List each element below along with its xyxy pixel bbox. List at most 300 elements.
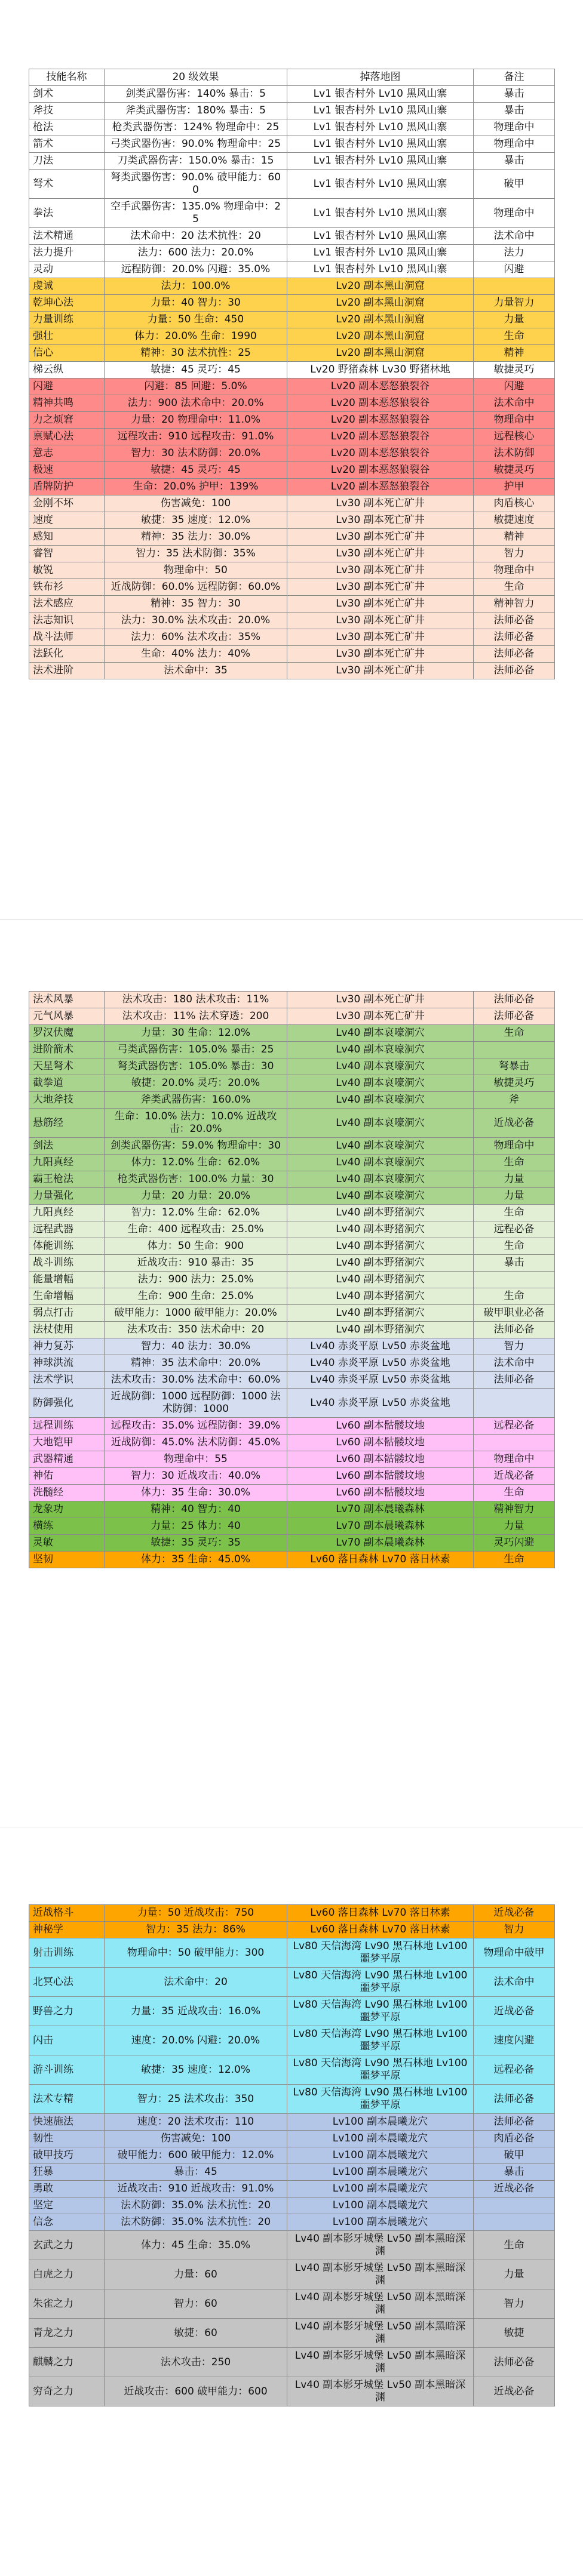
- skill-name-cell: 斧技: [29, 103, 105, 119]
- effect-cell: 敏捷：35 速度：12.0%: [105, 2055, 287, 2085]
- drop-map-cell: Lv30 副本死亡矿井: [287, 562, 474, 579]
- drop-map-cell: Lv1 银杏村外 Lv10 黑风山寨: [287, 170, 474, 199]
- effect-cell: 敏捷：35 灵巧：35: [105, 1535, 287, 1552]
- note-cell: 法术防御: [474, 445, 555, 462]
- drop-map-cell: Lv40 赤炎平原 Lv50 赤炎盆地: [287, 1372, 474, 1389]
- effect-cell: 空手武器伤害：135.0% 物理命中：25: [105, 199, 287, 228]
- effect-cell: 敏捷：20.0% 灵巧：20.0%: [105, 1075, 287, 1092]
- drop-map-cell: Lv100 副本晨曦龙穴: [287, 2181, 474, 2198]
- effect-cell: 力量：60: [105, 2260, 287, 2289]
- note-cell: 暴击: [474, 2164, 555, 2181]
- skill-table-body-1: [29, 86, 555, 679]
- skill-name-cell: 铁布衫: [29, 579, 105, 596]
- skill-name-cell: 远程训练: [29, 1418, 105, 1435]
- table-row: [29, 479, 555, 495]
- note-cell: 远程必备: [474, 1418, 555, 1435]
- skill-name-cell: 禀赋心法: [29, 429, 105, 445]
- note-cell: 物理命中: [474, 199, 555, 228]
- skill-name-cell: 灵敏: [29, 1535, 105, 1552]
- note-cell: 法师必备: [474, 1322, 555, 1338]
- skill-name-cell: 法术进阶: [29, 663, 105, 679]
- skill-name-cell: 战斗训练: [29, 1255, 105, 1272]
- table-row: [29, 1171, 555, 1188]
- drop-map-cell: Lv40 副本影牙城堡 Lv50 副本黑暗深渊: [287, 2231, 474, 2260]
- note-cell: 物理命中: [474, 1451, 555, 1468]
- drop-map-cell: Lv40 副本哀嚎洞穴: [287, 1155, 474, 1171]
- effect-cell: 法术命中：20 法术抗性：20: [105, 228, 287, 245]
- skill-name-cell: 大地斧技: [29, 1092, 105, 1109]
- effect-cell: 生命：20.0% 护甲：139%: [105, 479, 287, 495]
- table-row: [29, 2181, 555, 2198]
- effect-cell: 生命：900 生命：25.0%: [105, 1288, 287, 1305]
- drop-map-cell: Lv60 落日森林 Lv70 落日林素: [287, 1905, 474, 1922]
- table-row: [29, 86, 555, 103]
- note-cell: 物理命中: [474, 136, 555, 153]
- note-cell: 敏捷灵巧: [474, 1075, 555, 1092]
- effect-cell: 弓类武器伤害：105.0% 暴击：25: [105, 1042, 287, 1058]
- skill-name-cell: 天星弩术: [29, 1058, 105, 1075]
- drop-map-cell: Lv30 副本死亡矿井: [287, 663, 474, 679]
- skill-name-cell: 力量训练: [29, 312, 105, 328]
- note-cell: 敏捷灵巧: [474, 362, 555, 378]
- skill-name-cell: 灵动: [29, 261, 105, 278]
- note-cell: 生命: [474, 1485, 555, 1501]
- effect-cell: 暴击：45: [105, 2164, 287, 2181]
- effect-cell: 敏捷：45 灵巧：45: [105, 362, 287, 378]
- skill-name-cell: 元气风暴: [29, 1008, 105, 1025]
- skill-name-cell: 剑法: [29, 1138, 105, 1155]
- drop-map-cell: Lv100 副本晨曦龙穴: [287, 2114, 474, 2131]
- skill-table-section-3: [29, 1904, 554, 2406]
- skill-name-cell: 速度: [29, 512, 105, 529]
- drop-map-cell: Lv30 副本死亡矿井: [287, 646, 474, 663]
- effect-cell: 精神：35 智力：30: [105, 596, 287, 613]
- effect-cell: 远程防御：20.0% 闪避：35.0%: [105, 261, 287, 278]
- skill-name-cell: 箭术: [29, 136, 105, 153]
- table-row: [29, 261, 555, 278]
- table-row: [29, 1322, 555, 1338]
- note-cell: 生命: [474, 1155, 555, 1171]
- header-drop-map: 掉落地图: [287, 69, 474, 86]
- skill-name-cell: 射击训练: [29, 1938, 105, 1968]
- effect-cell: 智力：60: [105, 2289, 287, 2319]
- skill-name-cell: 大地铠甲: [29, 1435, 105, 1451]
- drop-map-cell: Lv30 副本死亡矿井: [287, 529, 474, 546]
- note-cell: 生命: [474, 1025, 555, 1042]
- skill-name-cell: 玄武之力: [29, 2231, 105, 2260]
- table-row: [29, 562, 555, 579]
- table-row: [29, 495, 555, 512]
- note-cell: 生命: [474, 1552, 555, 1568]
- skill-table-body-3: [29, 1905, 555, 2406]
- note-cell: 肉盾必备: [474, 2131, 555, 2147]
- effect-cell: 物理命中：50: [105, 562, 287, 579]
- effect-cell: 精神：40 智力：40: [105, 1501, 287, 1518]
- drop-map-cell: Lv30 副本死亡矿井: [287, 495, 474, 512]
- skill-name-cell: 体能训练: [29, 1238, 105, 1255]
- note-cell: 近战必备: [474, 2181, 555, 2198]
- skill-name-cell: 弩术: [29, 170, 105, 199]
- drop-map-cell: Lv70 副本晨曦森林: [287, 1501, 474, 1518]
- skill-name-cell: 悬筋经: [29, 1109, 105, 1138]
- table-row: [29, 2026, 555, 2055]
- drop-map-cell: Lv1 银杏村外 Lv10 黑风山寨: [287, 136, 474, 153]
- effect-cell: 智力：40 法力：30.0%: [105, 1338, 287, 1355]
- table-row: [29, 529, 555, 546]
- table-row: [29, 1922, 555, 1938]
- effect-cell: 生命：400 远程攻击：25.0%: [105, 1221, 287, 1238]
- table-row: [29, 412, 555, 429]
- drop-map-cell: Lv40 副本影牙城堡 Lv50 副本黑暗深渊: [287, 2289, 474, 2319]
- note-cell: 生命: [474, 328, 555, 345]
- note-cell: 斧: [474, 1092, 555, 1109]
- effect-cell: 法术攻击：30.0% 法术命中：60.0%: [105, 1372, 287, 1389]
- effect-cell: 法术攻击：11% 法术穿透：200: [105, 1008, 287, 1025]
- effect-cell: 力量：50 近战攻击：750: [105, 1905, 287, 1922]
- note-cell: 精神智力: [474, 1501, 555, 1518]
- table-row: [29, 429, 555, 445]
- note-cell: 灵巧闪避: [474, 1535, 555, 1552]
- effect-cell: 智力：12.0% 生命：62.0%: [105, 1205, 287, 1221]
- table-row: [29, 2289, 555, 2319]
- note-cell: 法力: [474, 245, 555, 261]
- drop-map-cell: Lv40 副本哀嚎洞穴: [287, 1058, 474, 1075]
- note-cell: 物理命中: [474, 1138, 555, 1155]
- note-cell: 物理命中破甲: [474, 1938, 555, 1968]
- table-row: [29, 579, 555, 596]
- note-cell: 精神: [474, 529, 555, 546]
- header-level20-effect: 20 级效果: [105, 69, 287, 86]
- note-cell: 暴击: [474, 103, 555, 119]
- effect-cell: 速度：20 法术攻击：110: [105, 2114, 287, 2131]
- note-cell: 远程核心: [474, 429, 555, 445]
- effect-cell: 精神：30 法术抗性：25: [105, 345, 287, 362]
- table-row: [29, 546, 555, 562]
- drop-map-cell: Lv40 副本哀嚎洞穴: [287, 1025, 474, 1042]
- table-row: [29, 295, 555, 312]
- drop-map-cell: Lv40 副本影牙城堡 Lv50 副本黑暗深渊: [287, 2260, 474, 2289]
- table-row: [29, 378, 555, 395]
- drop-map-cell: Lv20 副本恶怒狼裂谷: [287, 479, 474, 495]
- note-cell: 弩暴击: [474, 1058, 555, 1075]
- effect-cell: 斧类武器伤害：160.0%: [105, 1092, 287, 1109]
- drop-map-cell: Lv40 副本野猪洞穴: [287, 1305, 474, 1322]
- drop-map-cell: Lv40 副本野猪洞穴: [287, 1322, 474, 1338]
- table-row: [29, 2085, 555, 2114]
- table-row: [29, 596, 555, 613]
- note-cell: 精神智力: [474, 596, 555, 613]
- skill-name-cell: 法术感应: [29, 596, 105, 613]
- table-row: [29, 992, 555, 1008]
- table-row: [29, 2319, 555, 2348]
- drop-map-cell: Lv20 副本黑山洞窟: [287, 345, 474, 362]
- table-row: [29, 1155, 555, 1171]
- drop-map-cell: Lv60 落日森林 Lv70 落日林素: [287, 1922, 474, 1938]
- note-cell: 肉盾核心: [474, 495, 555, 512]
- effect-cell: 体力：35 生命：45.0%: [105, 1552, 287, 1568]
- effect-cell: 物理命中：55: [105, 1451, 287, 1468]
- table-row: [29, 1501, 555, 1518]
- drop-map-cell: Lv40 副本野猪洞穴: [287, 1221, 474, 1238]
- drop-map-cell: Lv30 副本死亡矿井: [287, 512, 474, 529]
- note-cell: 生命: [474, 579, 555, 596]
- effect-cell: 远程攻击：35.0% 远程防御：39.0%: [105, 1418, 287, 1435]
- note-cell: 敏捷灵巧: [474, 462, 555, 479]
- note-cell: [474, 1272, 555, 1288]
- effect-cell: 法术命中：35: [105, 663, 287, 679]
- drop-map-cell: Lv80 天信海湾 Lv90 黑石林地 Lv100 噩梦平原: [287, 1938, 474, 1968]
- note-cell: 破甲: [474, 170, 555, 199]
- note-cell: [474, 2214, 555, 2231]
- skill-name-cell: 九阳真经: [29, 1155, 105, 1171]
- drop-map-cell: Lv100 副本晨曦龙穴: [287, 2214, 474, 2231]
- table-row: [29, 2114, 555, 2131]
- note-cell: [474, 278, 555, 295]
- skill-name-cell: 力之烦窘: [29, 412, 105, 429]
- drop-map-cell: Lv40 副本野猪洞穴: [287, 1255, 474, 1272]
- effect-cell: 智力：35 法术防御：35%: [105, 546, 287, 562]
- table-row: [29, 136, 555, 153]
- drop-map-cell: Lv40 副本哀嚎洞穴: [287, 1109, 474, 1138]
- drop-map-cell: Lv40 副本野猪洞穴: [287, 1238, 474, 1255]
- table-row: [29, 1435, 555, 1451]
- drop-map-cell: Lv1 银杏村外 Lv10 黑风山寨: [287, 261, 474, 278]
- note-cell: 法师必备: [474, 613, 555, 629]
- drop-map-cell: Lv80 天信海湾 Lv90 黑石林地 Lv100 噩梦平原: [287, 1997, 474, 2026]
- note-cell: 力量: [474, 1518, 555, 1535]
- skill-name-cell: 信念: [29, 2214, 105, 2231]
- effect-cell: 近战攻击：600 破甲能力：600: [105, 2377, 287, 2406]
- effect-cell: 枪类武器伤害：100.0% 力量：30: [105, 1171, 287, 1188]
- table-row: [29, 1238, 555, 1255]
- skill-name-cell: 神佑: [29, 1468, 105, 1485]
- table-row: [29, 1075, 555, 1092]
- drop-map-cell: Lv30 副本死亡矿井: [287, 546, 474, 562]
- note-cell: 法师必备: [474, 2348, 555, 2377]
- table-row: [29, 2231, 555, 2260]
- drop-map-cell: Lv1 银杏村外 Lv10 黑风山寨: [287, 153, 474, 170]
- skill-name-cell: 法跃化: [29, 646, 105, 663]
- skill-name-cell: 金刚不坏: [29, 495, 105, 512]
- skill-name-cell: 龙象功: [29, 1501, 105, 1518]
- note-cell: 法师必备: [474, 1008, 555, 1025]
- skill-name-cell: 闪避: [29, 378, 105, 395]
- skill-name-cell: 破甲技巧: [29, 2147, 105, 2164]
- table-row: [29, 362, 555, 378]
- note-cell: 闪避: [474, 261, 555, 278]
- table-row: [29, 170, 555, 199]
- skill-name-cell: 法杖使用: [29, 1322, 105, 1338]
- drop-map-cell: Lv40 副本野猪洞穴: [287, 1288, 474, 1305]
- table-row: [29, 1552, 555, 1568]
- drop-map-cell: Lv30 副本死亡矿井: [287, 579, 474, 596]
- table-row: [29, 1058, 555, 1075]
- skill-name-cell: 拳法: [29, 199, 105, 228]
- effect-cell: 刀类武器伤害：150.0% 暴击：15: [105, 153, 287, 170]
- table-row: [29, 2348, 555, 2377]
- effect-cell: 法力：900 法力：25.0%: [105, 1272, 287, 1288]
- effect-cell: 敏捷：60: [105, 2319, 287, 2348]
- effect-cell: 法力：900 法术命中：20.0%: [105, 395, 287, 412]
- effect-cell: 枪类武器伤害：124% 物理命中：25: [105, 119, 287, 136]
- effect-cell: 智力：35 法力：86%: [105, 1922, 287, 1938]
- table-row: [29, 512, 555, 529]
- drop-map-cell: Lv20 副本恶怒狼裂谷: [287, 462, 474, 479]
- effect-cell: 近战攻击：910 暴击：35: [105, 1255, 287, 1272]
- note-cell: [474, 1042, 555, 1058]
- note-cell: 法师必备: [474, 646, 555, 663]
- table-row: [29, 462, 555, 479]
- note-cell: 智力: [474, 546, 555, 562]
- drop-map-cell: Lv80 天信海湾 Lv90 黑石林地 Lv100 噩梦平原: [287, 2085, 474, 2114]
- drop-map-cell: Lv100 副本晨曦龙穴: [287, 2198, 474, 2214]
- note-cell: 远程必备: [474, 1221, 555, 1238]
- skill-name-cell: 白虎之力: [29, 2260, 105, 2289]
- effect-cell: 伤害减免：100: [105, 2131, 287, 2147]
- effect-cell: 伤害减免：100: [105, 495, 287, 512]
- drop-map-cell: Lv80 天信海湾 Lv90 黑石林地 Lv100 噩梦平原: [287, 2055, 474, 2085]
- effect-cell: 敏捷：45 灵巧：45: [105, 462, 287, 479]
- drop-map-cell: Lv30 副本死亡矿井: [287, 613, 474, 629]
- effect-cell: 力量：25 体力：40: [105, 1518, 287, 1535]
- skill-name-cell: 极速: [29, 462, 105, 479]
- drop-map-cell: Lv60 副本骷髅坟地: [287, 1485, 474, 1501]
- skill-name-cell: 闪击: [29, 2026, 105, 2055]
- table-row: [29, 1205, 555, 1221]
- drop-map-cell: Lv20 副本黑山洞窟: [287, 312, 474, 328]
- table-header-row: [29, 69, 555, 86]
- note-cell: 近战必备: [474, 1997, 555, 2026]
- table-row: [29, 228, 555, 245]
- drop-map-cell: Lv1 银杏村外 Lv10 黑风山寨: [287, 86, 474, 103]
- drop-map-cell: Lv40 副本哀嚎洞穴: [287, 1171, 474, 1188]
- table-row: [29, 1188, 555, 1205]
- effect-cell: 破甲能力：600 破甲能力：12.0%: [105, 2147, 287, 2164]
- drop-map-cell: Lv20 副本黑山洞窟: [287, 295, 474, 312]
- drop-map-cell: Lv40 赤炎平原 Lv50 赤炎盆地: [287, 1338, 474, 1355]
- skill-name-cell: 九阳真经: [29, 1205, 105, 1221]
- skill-name-cell: 生命增幅: [29, 1288, 105, 1305]
- skill-name-cell: 战斗法师: [29, 629, 105, 646]
- effect-cell: 体力：50 生命：900: [105, 1238, 287, 1255]
- note-cell: 暴击: [474, 153, 555, 170]
- table-row: [29, 2198, 555, 2214]
- effect-cell: 力量：30 生命：12.0%: [105, 1025, 287, 1042]
- table-row: [29, 1025, 555, 1042]
- table-row: [29, 1288, 555, 1305]
- drop-map-cell: Lv70 副本晨曦森林: [287, 1518, 474, 1535]
- effect-cell: 弩类武器伤害：90.0% 破甲能力：600: [105, 170, 287, 199]
- skill-name-cell: 坚韧: [29, 1552, 105, 1568]
- effect-cell: 远程攻击：910 远程攻击：91.0%: [105, 429, 287, 445]
- effect-cell: 法术攻击：350 法术命中：20: [105, 1322, 287, 1338]
- drop-map-cell: Lv1 银杏村外 Lv10 黑风山寨: [287, 228, 474, 245]
- drop-map-cell: Lv60 副本骷髅坟地: [287, 1435, 474, 1451]
- skill-name-cell: 睿智: [29, 546, 105, 562]
- drop-map-cell: Lv20 副本黑山洞窟: [287, 328, 474, 345]
- skill-name-cell: 霸王枪法: [29, 1171, 105, 1188]
- effect-cell: 近战防御：45.0% 法术防御：45.0%: [105, 1435, 287, 1451]
- drop-map-cell: Lv40 副本影牙城堡 Lv50 副本黑暗深渊: [287, 2377, 474, 2406]
- skill-table-section-2: [29, 991, 554, 1568]
- note-cell: 闪避: [474, 378, 555, 395]
- note-cell: 智力: [474, 1338, 555, 1355]
- note-cell: 速度闪避: [474, 2026, 555, 2055]
- drop-map-cell: Lv1 银杏村外 Lv10 黑风山寨: [287, 199, 474, 228]
- skill-name-cell: 敏锐: [29, 562, 105, 579]
- skill-name-cell: 麒麟之力: [29, 2348, 105, 2377]
- note-cell: 敏捷: [474, 2319, 555, 2348]
- note-cell: 法师必备: [474, 629, 555, 646]
- effect-cell: 力量：50 生命：450: [105, 312, 287, 328]
- table-row: [29, 1968, 555, 1997]
- drop-map-cell: Lv40 副本哀嚎洞穴: [287, 1075, 474, 1092]
- drop-map-cell: Lv80 天信海湾 Lv90 黑石林地 Lv100 噩梦平原: [287, 1968, 474, 1997]
- effect-cell: 近战攻击：910 近战攻击：91.0%: [105, 2181, 287, 2198]
- drop-map-cell: Lv70 副本晨曦森林: [287, 1535, 474, 1552]
- table-row: [29, 153, 555, 170]
- table-row: [29, 613, 555, 629]
- drop-map-cell: Lv60 副本骷髅坟地: [287, 1451, 474, 1468]
- note-cell: 近战必备: [474, 1468, 555, 1485]
- effect-cell: 法力：100.0%: [105, 278, 287, 295]
- skill-name-cell: 进阶箭术: [29, 1042, 105, 1058]
- table-row: [29, 2055, 555, 2085]
- skill-name-cell: 神球洪流: [29, 1355, 105, 1372]
- table-row: [29, 2377, 555, 2406]
- note-cell: 精神: [474, 345, 555, 362]
- skill-name-cell: 坚定: [29, 2198, 105, 2214]
- note-cell: 法术命中: [474, 228, 555, 245]
- table-row: [29, 646, 555, 663]
- note-cell: 近战必备: [474, 2377, 555, 2406]
- table-row: [29, 445, 555, 462]
- drop-map-cell: Lv60 落日森林 Lv70 落日林素: [287, 1552, 474, 1568]
- note-cell: 远程必备: [474, 2055, 555, 2085]
- note-cell: 力量: [474, 1188, 555, 1205]
- drop-map-cell: Lv40 副本野猪洞穴: [287, 1205, 474, 1221]
- drop-map-cell: Lv40 副本影牙城堡 Lv50 副本黑暗深渊: [287, 2348, 474, 2377]
- note-cell: 法师必备: [474, 1372, 555, 1389]
- table-row: [29, 395, 555, 412]
- table-row: [29, 1518, 555, 1535]
- skill-name-cell: 枪法: [29, 119, 105, 136]
- note-cell: [474, 2198, 555, 2214]
- table-row: [29, 1255, 555, 1272]
- note-cell: 敏捷速度: [474, 512, 555, 529]
- table-row: [29, 103, 555, 119]
- skill-table-1: [29, 69, 555, 679]
- skill-name-cell: 法术精通: [29, 228, 105, 245]
- drop-map-cell: Lv1 银杏村外 Lv10 黑风山寨: [287, 103, 474, 119]
- table-row: [29, 1092, 555, 1109]
- table-row: [29, 278, 555, 295]
- note-cell: 物理命中: [474, 119, 555, 136]
- drop-map-cell: Lv1 银杏村外 Lv10 黑风山寨: [287, 245, 474, 261]
- skill-name-cell: 洗髓经: [29, 1485, 105, 1501]
- effect-cell: 法术防御：35.0% 法术抗性：20: [105, 2198, 287, 2214]
- skill-table-3: [29, 1904, 555, 2406]
- effect-cell: 体力：20.0% 生命：1990: [105, 328, 287, 345]
- table-row: [29, 1905, 555, 1922]
- drop-map-cell: Lv30 副本死亡矿井: [287, 596, 474, 613]
- drop-map-cell: Lv100 副本晨曦龙穴: [287, 2164, 474, 2181]
- note-cell: 法术命中: [474, 395, 555, 412]
- table-row: [29, 1221, 555, 1238]
- drop-map-cell: Lv100 副本晨曦龙穴: [287, 2147, 474, 2164]
- drop-map-cell: Lv40 赤炎平原 Lv50 赤炎盆地: [287, 1355, 474, 1372]
- table-row: [29, 1372, 555, 1389]
